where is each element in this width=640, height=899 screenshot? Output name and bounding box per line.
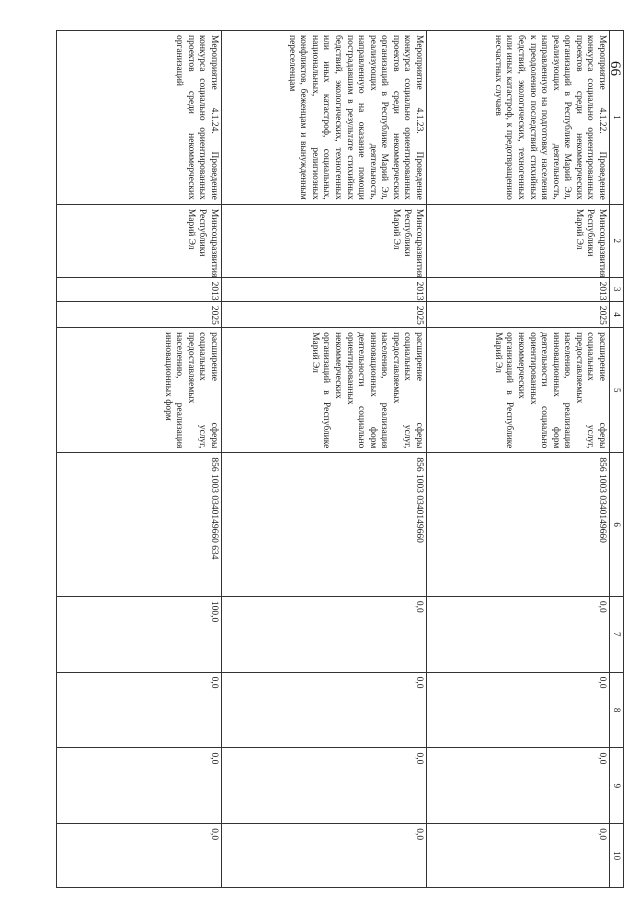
value-cell: 0,0	[57, 672, 222, 748]
value-cell: 0,0	[427, 748, 610, 824]
result-cell: расширение сферы социальных услуг, предоставляемых населению, реализация инновационных форм деятельности социально ориентированных некоммерческих организаций в Республике Марий Эл	[222, 328, 427, 453]
page-number: 66	[607, 61, 623, 76]
measure-cell: Мероприятие 4.1.22. Проведение конкурса социально ориентированных проектов среди некоммерческих организаций в Республике Марий Эл, реализующих деятельность, направленную на подготовку населения к преодолению последствий стихийных бедствий, экологических, техногенных или иных катастроф, к предотвращению несчастных случаев	[427, 31, 610, 205]
header-cell: 7	[610, 596, 624, 672]
measure-cell: Мероприятие 4.1.24. Проведение конкурса социально ориентированных проектов среди некоммерческих организаций	[57, 31, 222, 205]
value-cell: 0,0	[427, 596, 610, 672]
header-cell: 8	[610, 672, 624, 748]
header-cell: 3	[610, 277, 624, 301]
value-cell: 0,0	[222, 748, 427, 824]
table-row	[222, 31, 427, 888]
header-cell: 2	[610, 204, 624, 277]
executor-cell: Минсоцразвития Республики Марий Эл	[427, 204, 610, 277]
result-cell: расширение сферы социальных услуг, предоставляемых населению, реализация инновационных форм деятельности социально ориентированных некоммерческих организаций в Республике Марий Эл	[427, 328, 610, 453]
header-cell: 1	[610, 31, 624, 205]
header-cell: 4	[610, 301, 624, 327]
value-cell: 0,0	[222, 824, 427, 888]
value-cell: 0,0	[57, 824, 222, 888]
header-cell: 9	[610, 748, 624, 824]
value-cell: 100,0	[57, 596, 222, 672]
measure-cell: Мероприятие 4.1.23. Проведение конкурса социально ориентированных проектов среди некоммерческих организаций в Республике Марий Эл, реализующих деятельность, направленную на оказание помощи пострадавшим в результате стихийных бедствий, экологических, техногенных или иных катастроф, социальных, национальных, религиозных конфликтов, беженцам и вынужденным переселенцам	[222, 31, 427, 205]
end-year-cell: 2025	[427, 301, 610, 327]
value-cell: 0,0	[427, 824, 610, 888]
executor-cell: Минсоцразвития Республики Марий Эл	[57, 204, 222, 277]
header-cell: 6	[610, 453, 624, 597]
value-cell: 0,0	[57, 748, 222, 824]
kbk-cell: 856 1003 0340149660 634	[57, 453, 222, 597]
kbk-cell: 856 1003 0340149660	[222, 453, 427, 597]
start-year-cell: 2013	[57, 277, 222, 301]
header-cell: 5	[610, 328, 624, 453]
start-year-cell: 2013	[427, 277, 610, 301]
executor-cell: Минсоцразвития Республики Марий Эл	[222, 204, 427, 277]
program-measures-table	[56, 30, 624, 888]
end-year-cell: 2025	[57, 301, 222, 327]
end-year-cell: 2025	[222, 301, 427, 327]
table-header-row	[610, 31, 624, 888]
kbk-cell: 856 1003 0340149660	[427, 453, 610, 597]
start-year-cell: 2013	[222, 277, 427, 301]
table-row	[427, 31, 610, 888]
value-cell: 0,0	[222, 672, 427, 748]
value-cell: 0,0	[427, 672, 610, 748]
table-row	[57, 31, 222, 888]
result-cell: расширение сферы социальных услуг, предоставляемых населению, реализация инновационных форм	[57, 328, 222, 453]
header-cell: 10	[610, 824, 624, 888]
value-cell: 0,0	[222, 596, 427, 672]
